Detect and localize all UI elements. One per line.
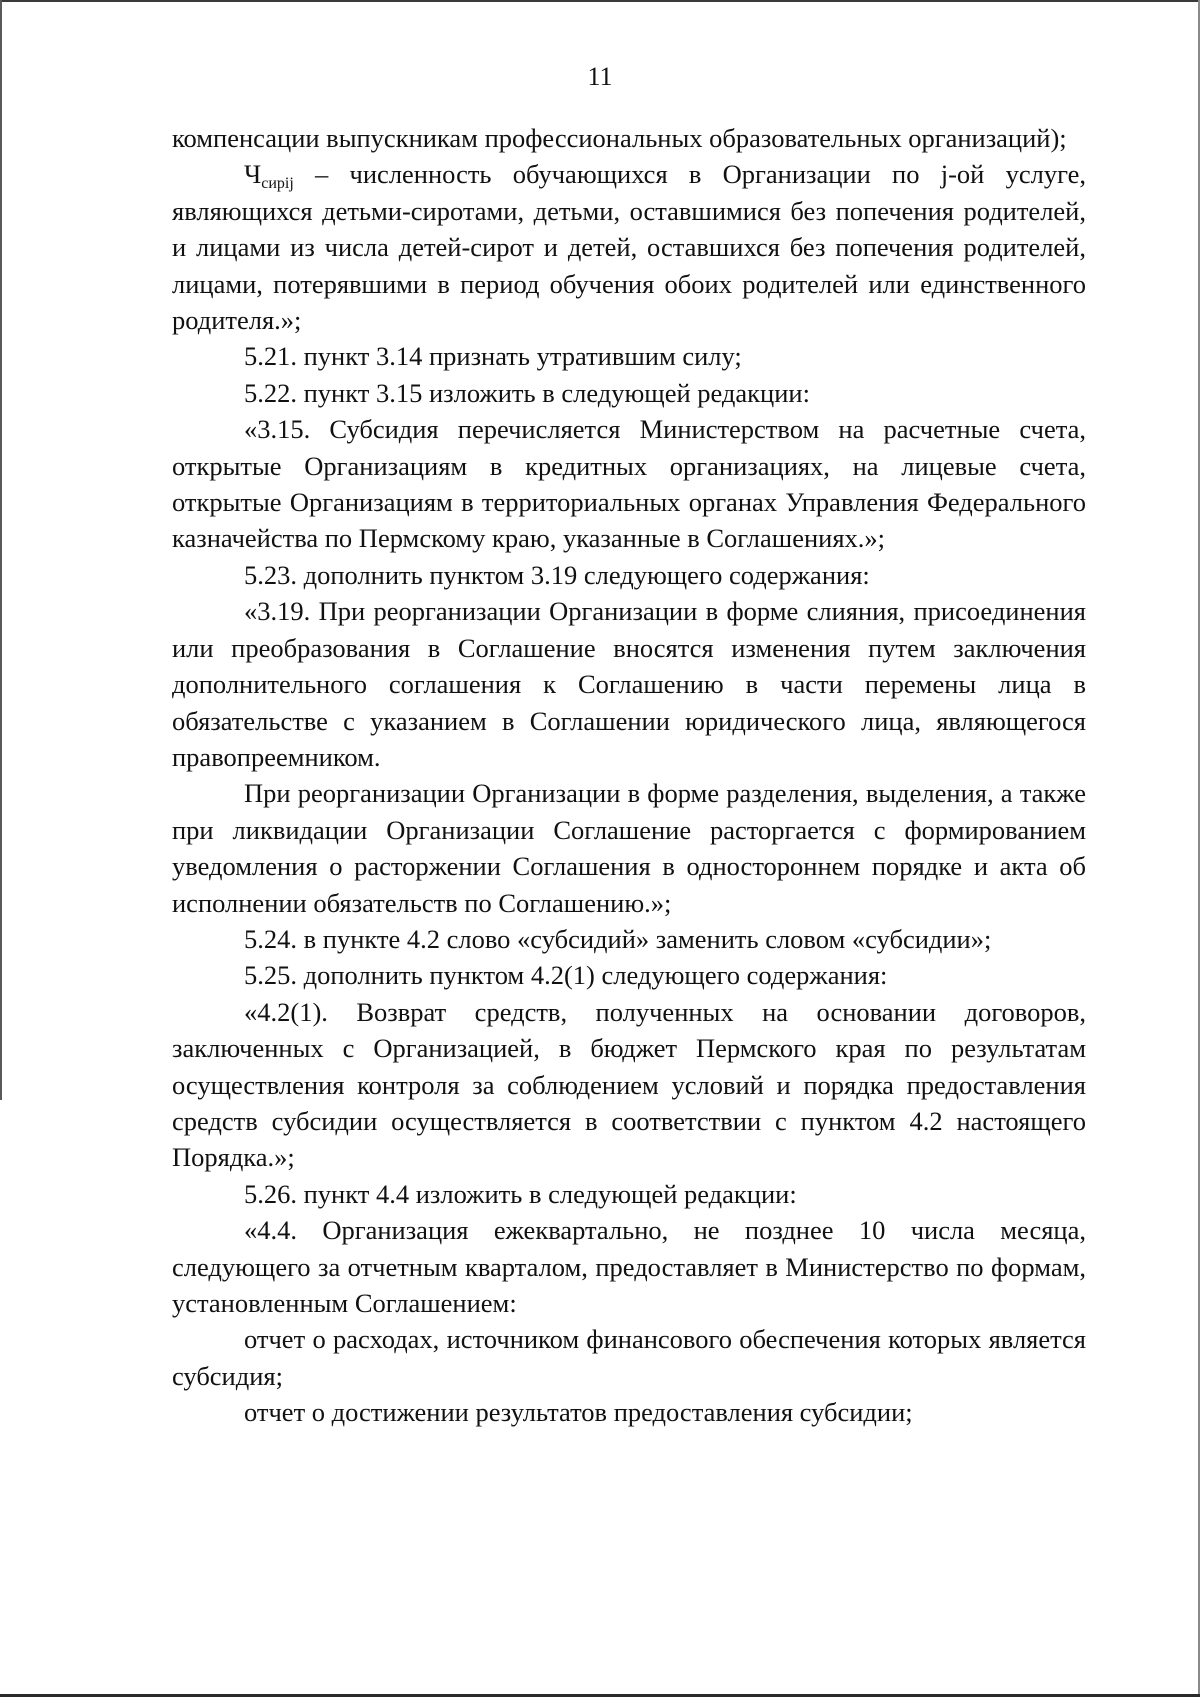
paragraph-10: 5.25. дополнить пунктом 4.2(1) следующего содержания: [244, 960, 888, 991]
definition-text: – численность обучающихся в Организации по j-ой услуге, являющихся детьми-сиротами, детьми, оставшимися без попечения родителей, и лицами из числа детей-сирот и детей, оставшихся без попечения родителей, лицами, потерявшими в период обучения обоих родителей или единственного родителя.»; [172, 159, 1086, 336]
variable-subscript: сиpij [261, 175, 294, 193]
page-number: 11 [587, 62, 613, 91]
paragraph-2-definition [172, 156, 1086, 338]
paragraph-12: 5.26. пункт 4.4 изложить в следующей редакции: [244, 1178, 797, 1209]
document-body [172, 120, 1086, 1431]
paragraph-1: компенсации выпускникам профессиональных образовательных организаций); [172, 123, 1067, 153]
paragraph-3: 5.21. пункт 3.14 признать утратившим силу; [244, 341, 742, 372]
paragraph-15: отчет о достижении результатов предоставления субсидии; [244, 1397, 913, 1428]
paragraph-7: «3.19. При реорганизации Организации в форме слияния, присоединения или преобразования в Соглашение вносятся изменения путем заключения дополнительного соглашения к Соглашению в части перемены лица в обязательстве с указанием в Соглашении юридического лица, являющегося правопреемником. [172, 596, 1086, 772]
paragraph-4: 5.22. пункт 3.15 изложить в следующей редакции: [244, 377, 810, 408]
paragraph-14: отчет о расходах, источником финансового обеспечения которых является субсидия; [172, 1324, 1086, 1391]
scan-edge-left [0, 0, 2, 1100]
variable-symbol: Ч [244, 159, 262, 190]
scan-edge-top [0, 0, 1200, 2]
paragraph-5: «3.15. Субсидия перечисляется Министерством на расчетные счета, открытые Организациям в кредитных организациях, на лицевые счета, открытые Организациям в территориальных органах Управления Федерального казначейства по Пермскому краю, указанные в Соглашениях.»; [172, 414, 1086, 554]
paragraph-11: «4.2(1). Возврат средств, полученных на основании договоров, заключенных с Организацией, в бюджет Пермского края по результатам осуществления контроля за соблюдением условий и порядка предоставления средств субсидии осуществляется в соответствии с пунктом 4.2 настоящего Порядка.»; [172, 996, 1086, 1173]
paragraph-6: 5.23. дополнить пунктом 3.19 следующего содержания: [244, 559, 870, 590]
paragraph-13: «4.4. Организация ежеквартально, не позднее 10 числа месяца, следующего за отчетным кварталом, предоставляет в Министерство по формам, установленным Соглашением: [172, 1215, 1086, 1318]
paragraph-8: При реорганизации Организации в форме разделения, выделения, а также при ликвидации Организации Соглашение расторгается с формированием уведомления о расторжении Соглашения в одностороннем порядке и акта об исполнении обязательств по Соглашению.»; [172, 778, 1086, 918]
paragraph-9: 5.24. в пункте 4.2 слово «субсидий» заменить словом «субсидии»; [244, 923, 992, 954]
